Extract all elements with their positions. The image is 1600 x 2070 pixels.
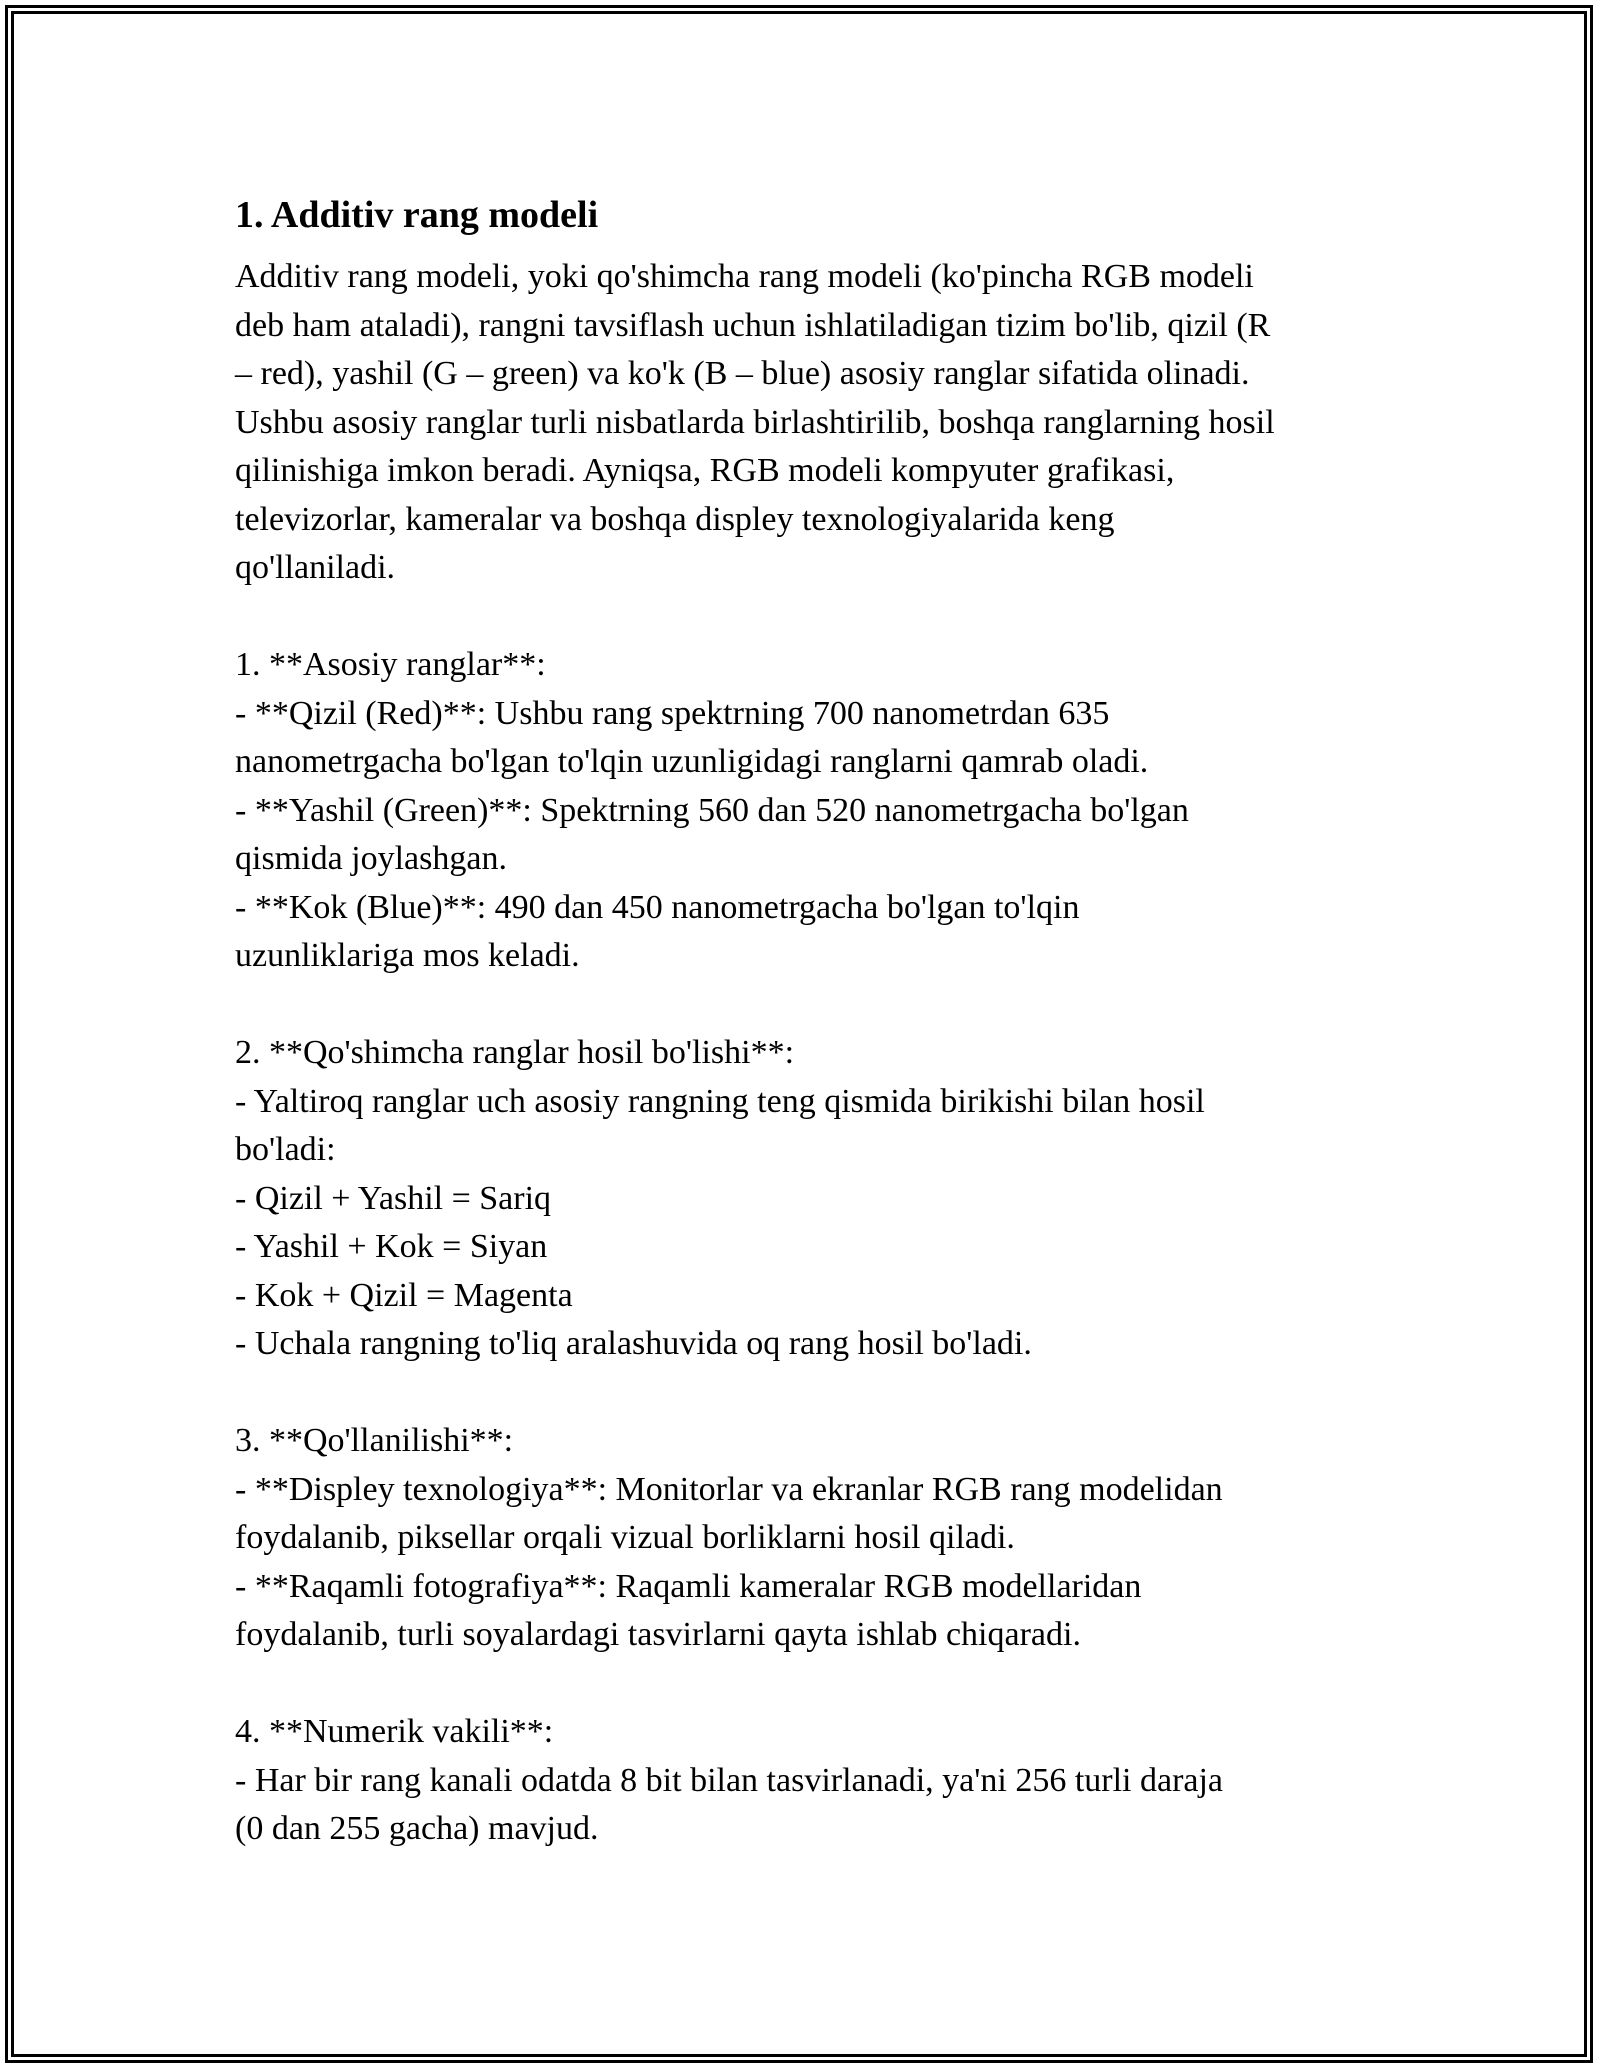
document-heading: 1. Additiv rang modeli [235,194,599,236]
document-content [235,185,1370,1854]
document-body: Additiv rang modeli, yoki qo'shimcha rang modeli (ko'pincha RGB modeli deb ham ataladi), rangni tavsiflash uchun ishlatiladigan tizim bo'lib, qizil (R – red), yashil (G – green) va ko'k (B – blue) asosiy ranglar sifatida olinadi. Ushbu asosiy ranglar turli nisbatlarda birlashtirilib, boshqa ranglarning hosil qilinishiga imkon beradi. Ayniqsa, RGB modeli kompyuter grafikasi, televizorlar, kameralar va boshqa displey texnologiyalarida keng qo'llaniladi. 1. **Asosiy ranglar**: - **Qizil (Red)**: Ushbu rang spektrning 700 nanometrdan 635 nanometrgacha bo'lgan to'lqin uzunligidagi ranglarni qamrab oladi. - **Yashil (Green)**: Spektrning 560 dan 520 nanometrgacha bo'lgan qismida joylashgan. - **Kok (Blue)**: 490 dan 450 nanometrgacha bo'lgan to'lqin uzunliklariga mos keladi. 2. **Qo'shimcha ranglar hosil bo'lishi**: - Yaltiroq ranglar uch asosiy rangning teng qismida birikishi bilan hosil bo'ladi: - Qizil + Yashil = Sariq - Yashil + Kok = Siyan - Kok + Qizil = Magenta - Uchala rangning to'liq aralashuvida oq rang hosil bo'ladi. 3. **Qo'llanilishi**: - **Displey texnologiya**: Monitorlar va ekranlar RGB rang modelidan foydalanib, piksellar orqali vizual borliklarni hosil qiladi. - **Raqamli fotografiya**: Raqamli kameralar RGB modellaridan foydalanib, turli soyalardagi tasvirlarni qayta ishlab chiqaradi. 4. **Numerik vakili**: - Har bir rang kanali odatda 8 bit bilan tasvirlanadi, ya'ni 256 turli daraja (0 dan 255 gacha) mavjud. [235,258,1275,1847]
